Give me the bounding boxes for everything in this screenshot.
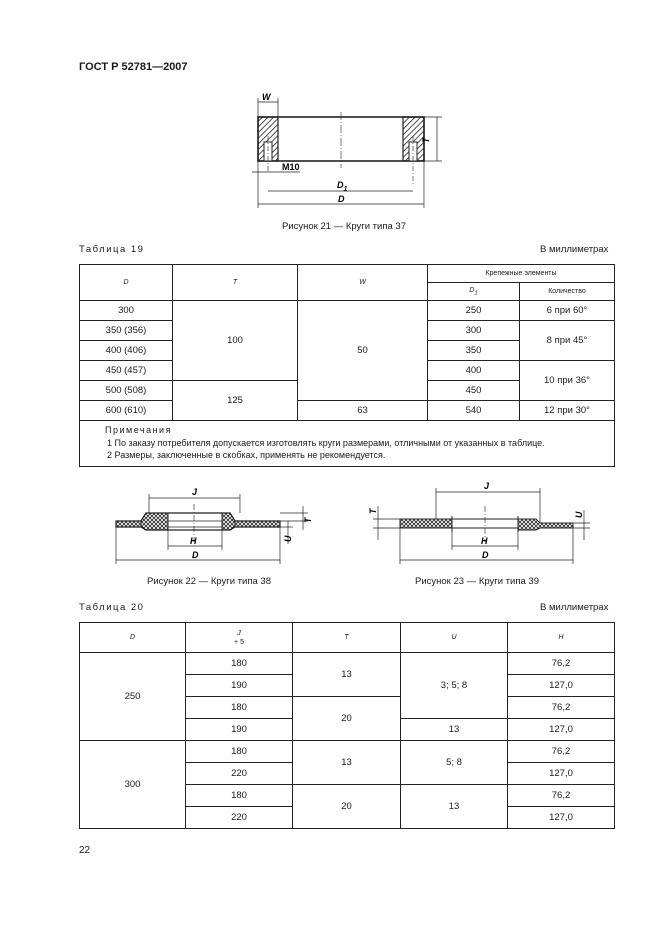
dim-h-label: H bbox=[190, 536, 197, 546]
dim-j-label: J bbox=[192, 487, 198, 497]
t19-notes bbox=[80, 421, 615, 467]
t20-header-j: J + 5 bbox=[186, 623, 293, 653]
page-number: 22 bbox=[79, 845, 91, 856]
t19-header-count: Количество bbox=[520, 283, 615, 301]
table-row: 190 127,0 bbox=[80, 675, 615, 697]
figure-21-caption: Рисунок 21 — Круги типа 37 bbox=[282, 221, 406, 232]
table-row: 350 (356) 300 8 при 45° bbox=[80, 321, 615, 341]
figure-22-drawing bbox=[108, 484, 323, 572]
dim-j-label: J bbox=[484, 481, 490, 491]
figure-21-drawing bbox=[240, 88, 450, 213]
table-20 bbox=[79, 622, 615, 829]
wheel-type-38-section bbox=[116, 504, 280, 542]
table-row: 300 100 50 250 6 при 60° bbox=[80, 301, 615, 321]
t20-header-u: U bbox=[401, 623, 508, 653]
dim-t-label: T bbox=[368, 508, 378, 514]
dim-h-label: H bbox=[481, 536, 488, 546]
t19-notes-row bbox=[80, 421, 615, 467]
table-row: 400 (406) 350 bbox=[80, 341, 615, 361]
dim-d-label: D bbox=[338, 194, 345, 204]
table-19 bbox=[79, 264, 615, 467]
table-20-label: Таблица 20 bbox=[79, 602, 145, 613]
t19-header-t: T bbox=[173, 265, 298, 301]
dim-d1-label: $D_1$ bbox=[337, 180, 348, 193]
t20-header-d: D bbox=[80, 623, 186, 653]
dim-w-label: W bbox=[262, 92, 271, 102]
figure-23-drawing bbox=[368, 478, 593, 572]
table-row: 180 20 76,2 bbox=[80, 697, 615, 719]
table-row: 250 180 13 3; 5; 8 76,2 bbox=[80, 653, 615, 675]
dim-u-label: U bbox=[574, 511, 584, 518]
table-row: 450 (457) 400 10 при 36° bbox=[80, 361, 615, 381]
thread-m10-label: M10 bbox=[282, 162, 300, 172]
dim-d-label: D bbox=[482, 550, 489, 560]
t20-header-h: H bbox=[508, 623, 615, 653]
dim-t-label: T bbox=[421, 137, 431, 143]
note-2: 2 Размеры, заключенные в скобках, применять не рекомендуется. bbox=[107, 450, 386, 460]
t19-header-d: D bbox=[80, 265, 173, 301]
table-row: 300 180 13 5; 8 76,2 bbox=[80, 741, 615, 763]
t19-header-d1: $D_1$ bbox=[428, 283, 520, 301]
table-row: 500 (508) 125 450 bbox=[80, 381, 615, 401]
table-19-units: В миллиметрах bbox=[540, 244, 609, 255]
table-20-units: В миллиметрах bbox=[540, 602, 609, 613]
t19-header-w: W bbox=[298, 265, 428, 301]
table-row: 180 20 13 76,2 bbox=[80, 785, 615, 807]
t20-header-t: T bbox=[293, 623, 401, 653]
t19-header-fasteners: Крепежные элементы bbox=[428, 265, 615, 283]
figure-23-caption: Рисунок 23 — Круги типа 39 bbox=[415, 576, 539, 587]
note-1: 1 По заказу потребителя допускается изготовлять круги размерами, отличными от указанных в таблице. bbox=[107, 437, 545, 448]
table-row: 220 127,0 bbox=[80, 763, 615, 785]
table-19-label: Таблица 19 bbox=[79, 244, 145, 255]
figure-22-caption: Рисунок 22 — Круги типа 38 bbox=[147, 576, 271, 587]
dim-d-label: D bbox=[192, 550, 199, 560]
notes-title: Примечания bbox=[105, 425, 172, 435]
dim-t-label: T bbox=[303, 517, 313, 523]
table-row: 220 127,0 bbox=[80, 807, 615, 829]
table-row: 600 (610) 63 540 12 при 30° bbox=[80, 401, 615, 421]
wheel-type-37-section bbox=[258, 112, 424, 184]
dim-u-label: U bbox=[283, 535, 293, 542]
document-header: ГОСТ Р 52781—2007 bbox=[79, 61, 188, 73]
table-row: 190 13 127,0 bbox=[80, 719, 615, 741]
